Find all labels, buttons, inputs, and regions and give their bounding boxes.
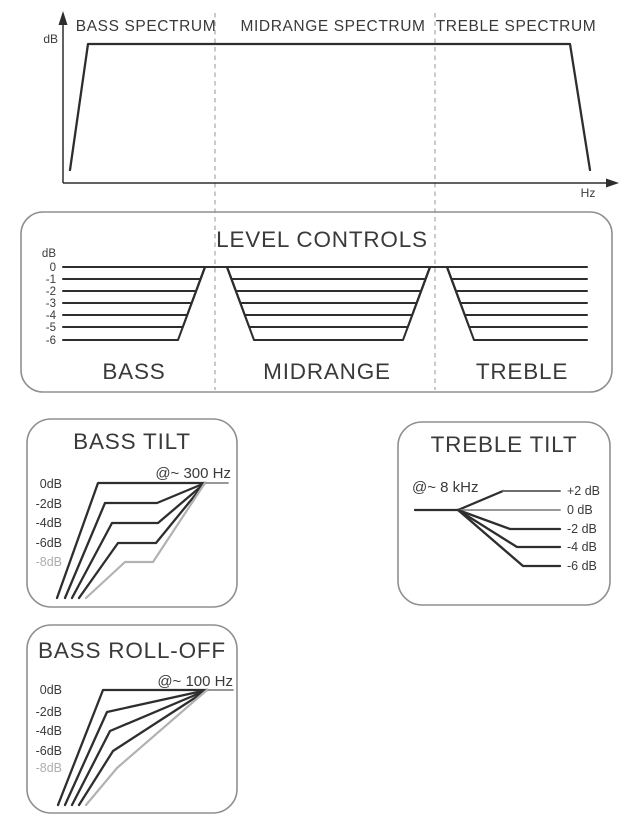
level-line xyxy=(447,267,587,327)
treble-tilt-panel xyxy=(398,422,610,605)
tilt--2db-label: -2 dB xyxy=(567,522,597,536)
level-line xyxy=(63,267,205,327)
bass-rolloff-title: BASS ROLL-OFF xyxy=(38,638,226,663)
bass-rolloff-frequency: @~ 100 Hz xyxy=(157,673,233,690)
bass-band-label: BASS xyxy=(102,359,166,384)
treble-spectrum-label: TREBLE SPECTRUM xyxy=(435,18,597,35)
level-line xyxy=(63,267,205,279)
level-line xyxy=(447,267,587,279)
tilt--6db-label: -6dB xyxy=(35,536,62,550)
midrange-level-fan xyxy=(227,267,430,340)
y-axis-label: dB xyxy=(43,32,58,46)
bass-rolloff-level-labels xyxy=(36,683,62,775)
treble-band-label: TREBLE xyxy=(475,359,569,384)
level-line xyxy=(227,267,430,327)
level-line xyxy=(227,267,430,303)
midrange-spectrum-label: MIDRANGE SPECTRUM xyxy=(240,18,426,35)
level-line xyxy=(447,267,587,303)
tilt--4db-label: -4dB xyxy=(35,516,62,530)
level-scale-labels xyxy=(46,262,57,347)
treble-tilt-title: TREBLE TILT xyxy=(430,432,578,457)
scale--4: -4 xyxy=(45,310,56,322)
midrange-band-label: MIDRANGE xyxy=(263,359,391,384)
tilt-0db-label: 0dB xyxy=(39,477,62,491)
rolloff-curve--8 xyxy=(86,690,207,805)
scale--5: -5 xyxy=(45,322,56,334)
x-axis-label: Hz xyxy=(580,186,596,200)
rolloff--2db-label: -2dB xyxy=(35,705,62,719)
bass-level-fan xyxy=(63,267,205,340)
rolloff--8db-label: -8dB xyxy=(35,761,62,775)
bass-tilt-level-labels xyxy=(36,477,62,569)
tilt-0db-label: 0 dB xyxy=(567,503,593,517)
treble-tilt-level-labels xyxy=(567,484,600,573)
bass-tilt-curves xyxy=(57,483,228,598)
scale-0: 0 xyxy=(49,262,56,274)
tilt--8db-label: -8dB xyxy=(35,555,62,569)
x-axis-arrow-icon xyxy=(606,179,619,188)
treble-tilt-frequency: @~ 8 kHz xyxy=(412,479,479,496)
level-controls-panel xyxy=(21,212,612,392)
level-controls-db-label: dB xyxy=(41,248,56,260)
level-line xyxy=(227,267,430,279)
bass-tilt-title: BASS TILT xyxy=(73,429,191,454)
treble-level-fan xyxy=(447,267,587,340)
level-line xyxy=(63,267,205,303)
bass-rolloff-curves xyxy=(58,690,233,805)
spectrum-response-curve xyxy=(70,44,590,170)
bass-tilt-frequency: @~ 300 Hz xyxy=(155,465,231,482)
tilt--4db-label: -4 dB xyxy=(567,540,597,554)
scale--1: -1 xyxy=(45,274,56,286)
treble-tilt-curves xyxy=(415,491,560,566)
rolloff--4db-label: -4dB xyxy=(35,724,62,738)
tilt-curve-0 xyxy=(57,483,205,598)
band-dividers xyxy=(215,13,435,390)
bass-rolloff-panel xyxy=(27,625,237,813)
scale--3: -3 xyxy=(45,298,56,310)
spectrum-panel xyxy=(43,11,619,200)
tilt--6db-label: -6 dB xyxy=(567,559,597,573)
bass-spectrum-label: BASS SPECTRUM xyxy=(75,18,217,35)
bass-tilt-panel xyxy=(27,419,237,607)
tilt-+2db-label: +2 dB xyxy=(567,484,601,498)
level-controls-title: LEVEL CONTROLS xyxy=(216,227,428,252)
y-axis-arrow-icon xyxy=(59,11,68,25)
scale--2: -2 xyxy=(45,286,56,298)
rolloff--6db-label: -6dB xyxy=(35,744,62,758)
scale--6: -6 xyxy=(45,335,56,347)
rolloff-0db-label: 0dB xyxy=(39,683,62,697)
tilt--2db-label: -2dB xyxy=(35,497,62,511)
